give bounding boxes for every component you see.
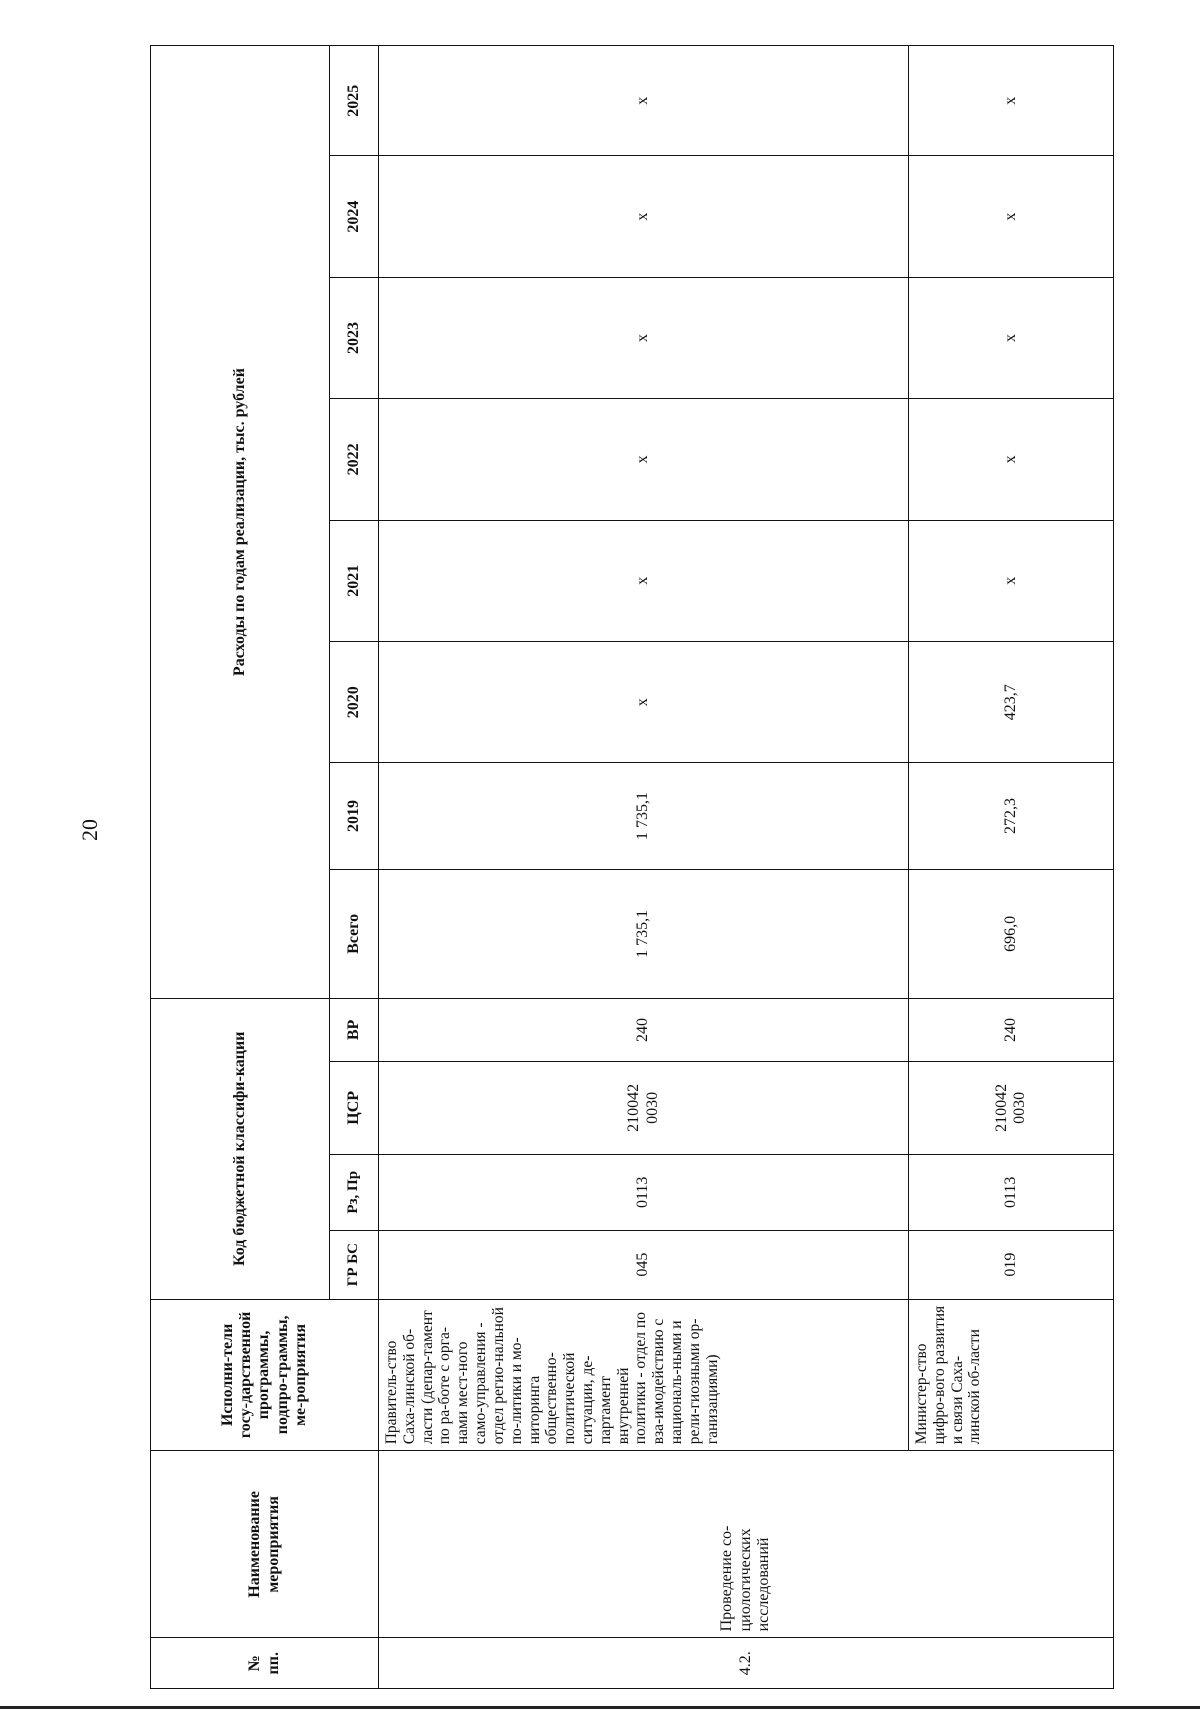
- header-year-2022: 2022: [330, 399, 379, 520]
- executor-cell: Правитель-ство Саха-линской об-ласти (депар-тамент по ра-боте с орга-нами мест-ного само-управления - отдел регио-нальной по-литики и мо-ниторинга общественно-политической ситуации, де-партамент внутренней политики - отдел по вза-имодействию с националь-ными и рели-гиозными ор-ганизациями): [379, 1299, 909, 1451]
- header-name: Наименование мероприятия: [151, 1451, 379, 1638]
- budget-table: [150, 45, 1114, 1689]
- vr-cell: 240: [909, 999, 1114, 1062]
- total-cell: 696,0: [909, 869, 1114, 998]
- header-budget-code: Код бюджетной классифи-кации: [151, 999, 330, 1299]
- header-year-2025: 2025: [330, 46, 379, 156]
- year-cell-2021: x: [909, 520, 1114, 641]
- grbs-cell: 045: [379, 1230, 909, 1299]
- scan-edge-line: [0, 1706, 1200, 1709]
- year-cell-2024: x: [909, 156, 1114, 277]
- item-name: Проведение со-циологических исследований: [379, 1451, 1114, 1638]
- header-year-2023: 2023: [330, 277, 379, 398]
- year-cell-2020: x: [379, 641, 909, 762]
- total-cell: 1 735,1: [379, 869, 909, 998]
- csr-cell: 210042 0030: [909, 1061, 1114, 1154]
- header-year-2021: 2021: [330, 520, 379, 641]
- rotated-table-container: [150, 45, 1100, 1689]
- year-cell-2025: x: [379, 46, 909, 156]
- executor-cell: Министер-ство цифро-вого развития и связи Саха-линской об-ласти: [909, 1299, 1114, 1451]
- year-cell-2019: 1 735,1: [379, 763, 909, 869]
- header-total: Всего: [330, 869, 379, 998]
- header-executors: Исполни-тели госу-дарственной программы, подпро-граммы, ме-роприятия: [151, 1299, 379, 1451]
- rzpr-cell: 0113: [909, 1154, 1114, 1230]
- header-grbs: ГР БС: [330, 1230, 379, 1299]
- grbs-cell: 019: [909, 1230, 1114, 1299]
- header-expenses: Расходы по годам реализации, тыс. рублей: [151, 46, 330, 999]
- header-year-2024: 2024: [330, 156, 379, 277]
- csr-cell: 210042 0030: [379, 1061, 909, 1154]
- table-row: [379, 46, 909, 1689]
- table-row: [909, 46, 1114, 1689]
- year-cell-2022: x: [379, 399, 909, 520]
- rzpr-cell: 0113: [379, 1154, 909, 1230]
- header-rzpr: Рз, Пр: [330, 1154, 379, 1230]
- page-number: 20: [77, 819, 102, 841]
- year-cell-2020: 423,7: [909, 641, 1114, 762]
- header-vr: ВР: [330, 999, 379, 1062]
- header-year-2019: 2019: [330, 763, 379, 869]
- year-cell-2019: 272,3: [909, 763, 1114, 869]
- header-csr: ЦСР: [330, 1061, 379, 1154]
- year-cell-2023: x: [379, 277, 909, 398]
- year-cell-2022: x: [909, 399, 1114, 520]
- year-cell-2024: x: [379, 156, 909, 277]
- header-num: № пп.: [151, 1638, 379, 1689]
- vr-cell: 240: [379, 999, 909, 1062]
- year-cell-2021: x: [379, 520, 909, 641]
- year-cell-2023: x: [909, 277, 1114, 398]
- item-num: 4.2.: [379, 1638, 1114, 1689]
- year-cell-2025: x: [909, 46, 1114, 156]
- header-year-2020: 2020: [330, 641, 379, 762]
